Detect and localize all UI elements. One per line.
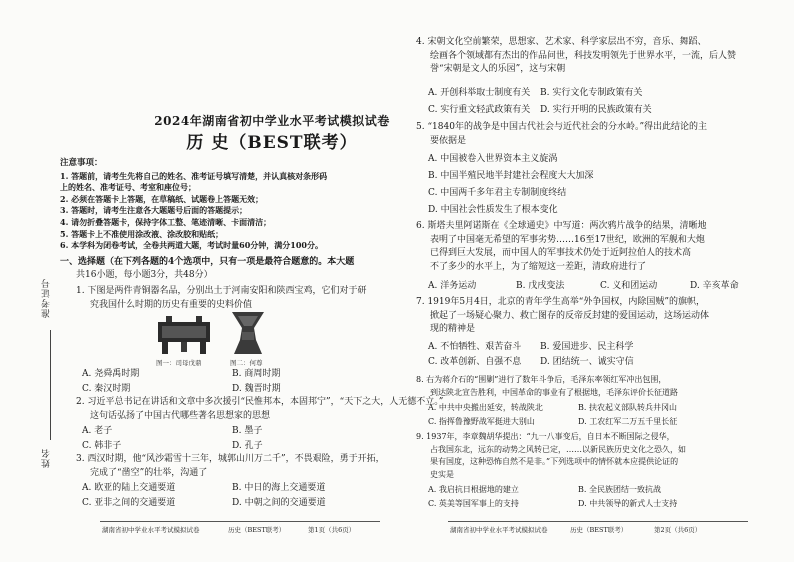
q2-line-2: 这句话弘扬了中国古代哪些著名思想家的思想 [90, 410, 271, 421]
page-1-footer-left: 湖南省初中学业水平考试模拟试卷 [102, 526, 200, 534]
q1-option-d: D. 魏晋时期 [232, 384, 281, 394]
notice-item: 上的姓名、准考证号、考室和座位号； [60, 182, 196, 193]
q4-option-d: D. 实行开明的民族政策有关 [540, 105, 652, 115]
notice-item: 1. 答题前，请考生先将自己的姓名、准考证号填写清楚，并认真核对条形码 [60, 170, 328, 181]
section-heading [60, 256, 360, 282]
q7-option-c: C. 改革创新、自强不息 [428, 357, 522, 367]
q2-options [82, 424, 382, 452]
q3-line-2: 完成了“凿空”的壮举，沟通了 [90, 467, 208, 478]
page-1-footer-mid: 历史（BEST联考） [228, 526, 286, 534]
page-2-footer-right: 第2页（共6页） [654, 526, 702, 534]
question-7 [416, 296, 766, 337]
q8-options [428, 401, 768, 431]
q5-options [428, 152, 768, 216]
q8-option-b: B. 扶农起义部队转兵井冈山 [578, 403, 677, 412]
figure-1-caption: 图一：司母戊鼎 [156, 359, 202, 367]
q4-option-c: C. 实行重文轻武政策有关 [428, 105, 531, 115]
q4-option-b: B. 实行文化专制政策有关 [540, 88, 643, 98]
q8-option-c: C. 指挥鲁豫野战军挺进大别山 [428, 417, 535, 426]
q9-line-4: 史实是 [430, 469, 454, 479]
q2-option-b: B. 墨子 [232, 426, 263, 436]
q4-line-2: 绘画各个领域都有杰出的作品问世，科技发明领先于世界水平，一流，后人赞 [430, 50, 737, 61]
q1-line-1: 1. 下图是两件青铜器名品，分别出土于河南安阳和陕西宝鸡，它们对于研 [76, 286, 367, 296]
notice-block [60, 158, 350, 252]
q7-options [428, 340, 768, 370]
q6-options [428, 279, 768, 293]
q5-option-b: B. 中国半殖民地半封建社会程度大大加深 [428, 171, 594, 181]
notice-item: 6. 本学科为闭卷考试，全卷共两道大题，考试时量60分钟，满分100分。 [60, 240, 323, 251]
q9-options [428, 483, 768, 513]
q7-line-1: 7. 1919年5月4日，北京的青年学生高举“外争国权，内除国贼”的旗帜， [416, 297, 706, 307]
question-6 [416, 220, 766, 274]
q7-line-2: 掀起了一场疑心聚力、救亡图存的反帝反封建的爱国运动，这场运动体 [430, 310, 710, 321]
q9-option-c: C. 英美等国军事上的支持 [428, 499, 519, 508]
q7-option-b: B. 爱国进步、民主科学 [540, 342, 634, 352]
exam-number-line [50, 330, 51, 440]
question-1 [76, 285, 386, 312]
page-1-footer-right: 第1页（共6页） [308, 526, 356, 534]
q5-option-d: D. 中国社会性质发生了根本变化 [428, 205, 558, 215]
notice-item: 4. 请勿折叠答题卡，保持字体工整、笔迹清晰、卡面清洁； [60, 216, 272, 227]
exam-title: 2024年湖南省初中学业水平考试模拟试卷 [154, 114, 390, 128]
q1-options [82, 367, 382, 395]
question-3 [76, 453, 386, 480]
notice-head: 注意事项： [60, 158, 103, 168]
q4-options [428, 86, 768, 114]
figure-2-caption: 图二：何尊 [230, 359, 263, 367]
q9-line-3: 果有国度，这种恐怖自然不是非。”下列选项中的情怀就本应提供论证的 [430, 457, 679, 466]
q2-option-d: D. 孔子 [232, 441, 263, 451]
q8-option-d: D. 工农红军二万五千里长征 [578, 417, 678, 426]
q6-option-d: D. 辛亥革命 [690, 281, 739, 291]
q5-line-1: 5. “1840年的战争是中国古代社会与近代社会的分水岭。”得出此结论的主 [416, 122, 708, 132]
notice-item: 3. 答题时，请考生注意各大题题号后面的答题提示； [60, 205, 248, 216]
q6-option-b: B. 戊戌变法 [516, 281, 565, 291]
question-8 [416, 374, 766, 399]
question-9 [416, 431, 766, 481]
q8-line-2: 到达陕北宣告胜利，中国革命的事业有了根据地，毛泽东评价长征道路 [430, 387, 678, 397]
notice-item: 5. 答题卡上不准使用涂改液、涂改胶和贴纸； [60, 228, 224, 239]
q1-option-b: B. 商周时期 [232, 369, 281, 379]
q6-option-a: A. 洋务运动 [428, 281, 477, 291]
q1-option-c: C. 秦汉时期 [82, 384, 131, 394]
q5-option-c: C. 中国两千多年君主专制制度终结 [428, 188, 567, 198]
q7-option-a: A. 不怕牺牲、艰苦奋斗 [428, 342, 522, 352]
question-5 [416, 121, 766, 148]
q9-option-d: D. 中共领导的新式人士支持 [578, 499, 678, 508]
notice-item: 2. 必须在答题卡上答题，在草稿纸、试题卷上答题无效； [60, 193, 264, 204]
q7-option-d: D. 团结统一、诚实守信 [540, 357, 634, 367]
page-2 [412, 0, 784, 562]
question-4 [416, 36, 766, 77]
q1-option-a: A. 尧舜禹时期 [82, 369, 140, 379]
q3-option-c: C. 亚非之间的交通要道 [82, 498, 176, 508]
q3-line-1: 3. 西汉时期，他“风沙霜雪十三年，城郭山川万二千”，不畏艰险，勇于开拓， [76, 454, 385, 464]
q5-line-2: 要依据是 [430, 135, 467, 146]
q6-line-3: 已得到巨大发展，而中国人的军事技术仍处于近阿拉伯人的技术高 [430, 248, 692, 258]
q7-line-3: 现的精神是 [430, 324, 476, 334]
q5-option-a: A. 中国被卷入世界资本主义旋涡 [428, 154, 558, 164]
q6-line-4: 不了多少的水平上，为了缩短这一差距，清政府进行了 [430, 261, 647, 272]
q4-line-3: 誉“宋朝是文人的乐园”，这与宋朝 [430, 64, 566, 74]
q8-option-a: A. 中共中央搬出延安，转战陕北 [428, 403, 543, 412]
q4-line-1: 4. 宋朝文化空前繁荣，思想家、艺术家、科学家层出不穷，音乐、舞蹈、 [416, 37, 707, 47]
footer-rule [100, 521, 380, 522]
section-line-2: 共16小题，每小题3分，共48分） [76, 270, 213, 280]
q2-line-1: 2. 习近平总书记在讲话和文章中多次援引“民惟邦本，本固邦宁”，“天下之大，人无德不立。” [76, 397, 444, 407]
q2-option-a: A. 老子 [82, 426, 113, 436]
exam-number-label: 准考证号 [42, 278, 52, 318]
q9-line-1: 9. 1937年，李章魏胡华提出：“九一八事变后，自日本不断国际之侵华， [416, 432, 675, 441]
page-2-footer-mid: 历史（BEST联考） [570, 526, 628, 534]
q6-option-c: C. 义和团运动 [600, 281, 658, 291]
zun-vessel-image [228, 310, 268, 356]
q9-line-2: 占我国东北，远东的动势之风转已定，……以新民族历史文化之恐久，如 [430, 444, 686, 454]
q9-option-a: A. 我启抗日根据地的建立 [428, 485, 519, 494]
q6-line-1: 6. 斯塔夫里阿诺斯在《全球通史》中写道：两次鸦片战争的结果，清晰地 [416, 221, 707, 231]
q3-option-a: A. 欧亚的陆上交通要道 [82, 483, 176, 493]
q4-option-a: A. 开创科举取士制度有关 [428, 88, 531, 98]
q1-line-2: 究我国什么时期的历史有重要的史料价值 [90, 299, 253, 310]
ding-vessel-image [148, 312, 220, 356]
question-2 [76, 396, 444, 423]
page-2-footer-left: 湖南省初中学业水平考试模拟试卷 [450, 526, 548, 534]
q3-option-d: D. 中朝之间的交通要道 [232, 498, 326, 508]
q9-option-b: B. 全民族团结一致抗战 [578, 485, 661, 494]
q8-line-1: 8. 右为蒋介石的“围剿”进行了数年斗争后，毛泽东率领红军冲出包围， [416, 375, 667, 384]
footer-rule [448, 521, 748, 522]
q2-option-c: C. 韩非子 [82, 441, 122, 451]
q3-options [82, 481, 382, 509]
q6-line-2: 表明了中国毫无希望的军事劣势……16至17世纪，欧洲的军舰和大炮 [430, 234, 705, 245]
exam-subject: 历 史（BEST联考） [186, 133, 358, 153]
name-label: 姓名 [42, 448, 52, 468]
section-line-1: 一、选择题（在下列各题的4个选项中，只有一项是最符合题意的。本大题 [60, 257, 355, 267]
q3-option-b: B. 中日的海上交通要道 [232, 483, 326, 493]
